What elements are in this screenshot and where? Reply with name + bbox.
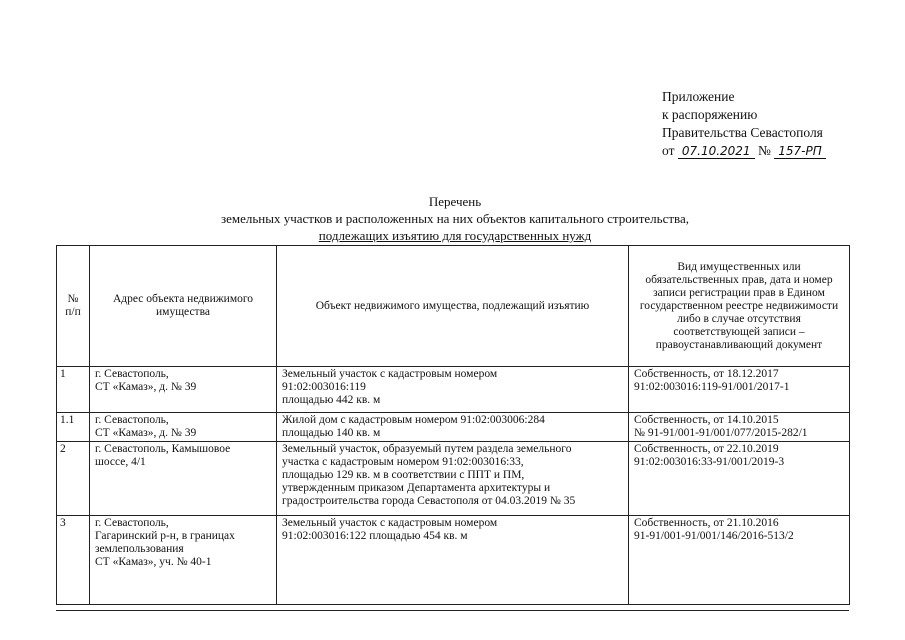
cell-num: 3 bbox=[57, 516, 90, 605]
header-num: № п/п bbox=[57, 246, 90, 367]
cell-object bbox=[277, 516, 629, 605]
title-line: Перечень bbox=[428, 194, 482, 209]
document-title bbox=[150, 193, 760, 244]
cell-rights-line: № 91-91/001-91/001/077/2015-282/1 bbox=[634, 427, 808, 439]
handwritten-number: 157-РП bbox=[774, 144, 826, 159]
appendix-line: к распоряжению bbox=[662, 107, 758, 122]
handwritten-date: 07.10.2021 bbox=[678, 144, 755, 159]
appendix-date-line bbox=[662, 142, 826, 160]
cell-rights bbox=[629, 367, 850, 413]
cell-address-line: г. Севастополь, Камышовое bbox=[95, 443, 231, 455]
appendix-line: Приложение bbox=[662, 89, 735, 104]
cell-object-line: 91:02:003016:119 bbox=[282, 381, 366, 393]
cell-address-line: СТ «Камаз», д. № 39 bbox=[95, 427, 197, 439]
cell-object bbox=[277, 442, 629, 516]
cell-object bbox=[277, 413, 629, 442]
header-object: Объект недвижимого имущества, подлежащий изъятию bbox=[277, 246, 629, 367]
cell-object-line: участка с кадастровым номером 91:02:003016:33, bbox=[282, 456, 524, 468]
cell-address-line: СТ «Камаз», д. № 39 bbox=[95, 381, 197, 393]
cell-address-line: Гагаринский р-н, в границах bbox=[95, 530, 235, 542]
cell-rights-line: Собственность, от 22.10.2019 bbox=[634, 443, 779, 455]
cell-object-line: Жилой дом с кадастровым номером 91:02:003006:284 bbox=[282, 414, 545, 426]
cell-object-line: площадью 129 кв. м в соответствии с ППТ и ПМ, bbox=[282, 469, 525, 481]
table-row bbox=[57, 442, 850, 516]
cell-rights-line: Собственность, от 18.12.2017 bbox=[634, 368, 779, 380]
cell-object-line: площадью 442 кв. м bbox=[282, 394, 381, 406]
table-row bbox=[57, 367, 850, 413]
number-prefix: № bbox=[757, 143, 771, 158]
cell-address-line: шоссе, 4/1 bbox=[95, 456, 146, 468]
cell-address bbox=[90, 516, 277, 605]
cell-rights bbox=[629, 442, 850, 516]
cell-rights-line: Собственность, от 21.10.2016 bbox=[634, 517, 779, 529]
cell-rights-line: 91:02:003016:33-91/001/2019-3 bbox=[634, 456, 785, 468]
header-rights: Вид имущественных или обязательственных прав, дата и номер записи регистрации прав в Едином государственном реестре недвижимости либо в случае отсутствия соответствующей записи – правоустанавливающий документ bbox=[629, 246, 850, 367]
cell-address bbox=[90, 413, 277, 442]
cell-num: 1 bbox=[57, 367, 90, 413]
cell-object-line: площадью 140 кв. м bbox=[282, 427, 381, 439]
header-address: Адрес объекта недвижимого имущества bbox=[90, 246, 277, 367]
cell-num: 2 bbox=[57, 442, 90, 516]
appendix-header bbox=[662, 88, 826, 160]
property-table bbox=[56, 245, 850, 605]
cell-num: 1.1 bbox=[57, 413, 90, 442]
cell-object bbox=[277, 367, 629, 413]
appendix-line: Правительства Севастополя bbox=[662, 125, 823, 140]
cell-address-line: СТ «Камаз», уч. № 40-1 bbox=[95, 556, 212, 568]
cell-address-line: г. Севастополь, bbox=[95, 368, 169, 380]
cell-object-line: градостроительства города Севастополя от 04.03.2019 № 35 bbox=[282, 495, 576, 507]
date-prefix: от bbox=[662, 143, 675, 158]
title-line: земельных участков и расположенных на них объектов капитального строительства, bbox=[220, 211, 690, 226]
cell-rights-line: 91-91/001-91/001/146/2016-513/2 bbox=[634, 530, 794, 542]
cell-address-line: землепользования bbox=[95, 543, 184, 555]
table-bottom-border bbox=[56, 610, 849, 611]
cell-object-line: Земельный участок с кадастровым номером bbox=[282, 517, 498, 529]
table-row bbox=[57, 516, 850, 605]
title-line: подлежащих изъятию для государственных нужд bbox=[318, 228, 592, 243]
cell-rights-line: 91:02:003016:119-91/001/2017-1 bbox=[634, 381, 790, 393]
cell-address-line: г. Севастополь, bbox=[95, 517, 169, 529]
cell-object-line: 91:02:003016:122 площадью 454 кв. м bbox=[282, 530, 468, 542]
cell-rights bbox=[629, 516, 850, 605]
table-row bbox=[57, 413, 850, 442]
cell-object-line: Земельный участок, образуемый путем раздела земельного bbox=[282, 443, 572, 455]
cell-address bbox=[90, 442, 277, 516]
cell-address-line: г. Севастополь, bbox=[95, 414, 169, 426]
cell-rights-line: Собственность, от 14.10.2015 bbox=[634, 414, 779, 426]
cell-rights bbox=[629, 413, 850, 442]
cell-object-line: Земельный участок с кадастровым номером bbox=[282, 368, 498, 380]
cell-object-line: утвержденным приказом Департамента архитектуры и bbox=[282, 482, 551, 494]
table-header-row bbox=[57, 246, 850, 367]
cell-address bbox=[90, 367, 277, 413]
table-body bbox=[57, 367, 850, 605]
